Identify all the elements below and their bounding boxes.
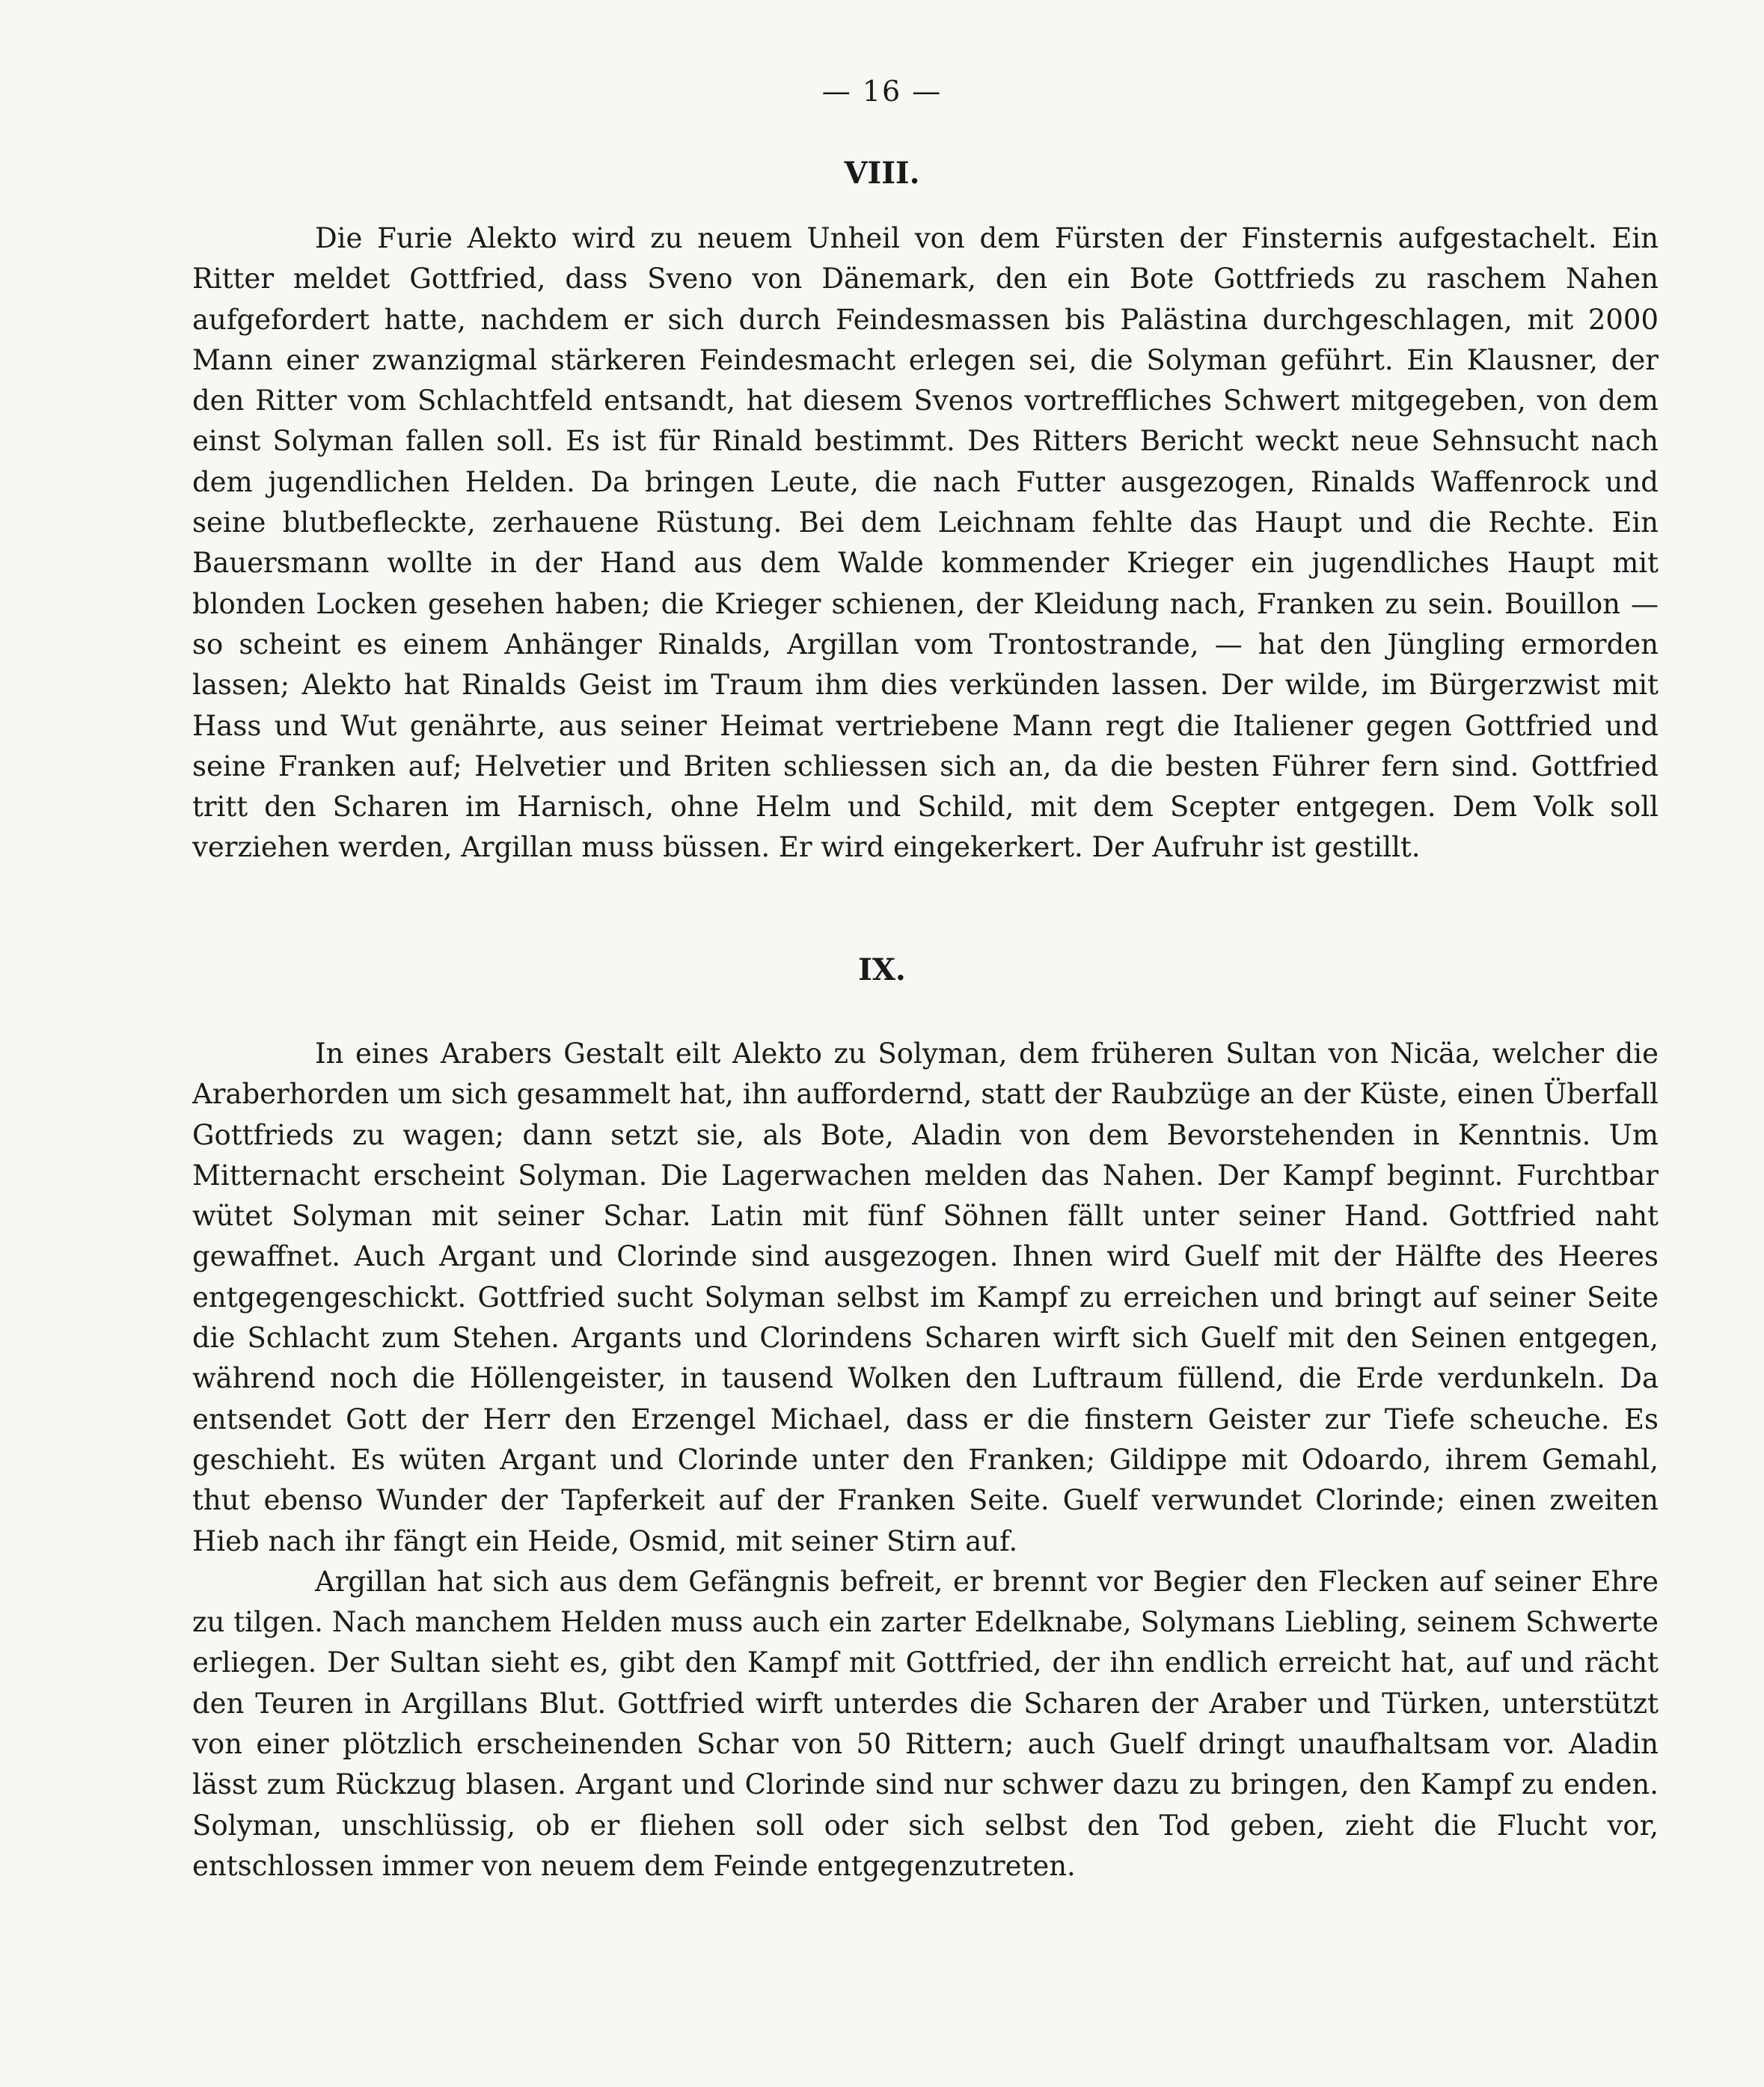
section-body-viii bbox=[192, 218, 1659, 868]
section-heading-ix: IX. bbox=[858, 952, 906, 987]
paragraph: Argillan hat sich aus dem Gefängnis befreit, er brennt vor Begier den Flecken auf seiner Ehre zu tilgen. Nach manchem Helden muss auch ein zarter Edelknabe, Solymans Liebling, seinem Schwerte erliegen. Der Sultan sieht es, gibt den Kampf mit Gottfried, der ihn endlich erreicht hat, auf und rächt den Teuren in Argillans Blut. Gottfried wirft unterdes die Scharen der Araber und Türken, unterstützt von einer plötzlich erscheinenden Schar von 50 Rittern; auch Guelf dringt unaufhaltsam vor. Aladin lässt zum Rückzug blasen. Argant und Clorinde sind nur schwer dazu zu bringen, den Kampf zu enden. Solyman, unschlüssig, ob er fliehen soll oder sich selbst den Tod geben, zieht die Flucht vor, entschlossen immer von neuem dem Feinde entgegenzutreten. bbox=[192, 1565, 1659, 1882]
page-number: — 16 — bbox=[821, 75, 943, 108]
section-body-ix bbox=[192, 1034, 1659, 1887]
paragraph: In eines Arabers Gestalt eilt Alekto zu Solyman, dem früheren Sultan von Nicäa, welcher die Araberhorden um sich gesammelt hat, ihn auffordernd, statt der Raubzüge an der Küste, einen Überfall Gottfrieds zu wagen; dann setzt sie, als Bote, Aladin von dem Bevorstehenden in Kenntnis. Um Mitternacht erscheint Solyman. Die Lagerwachen melden das Nahen. Der Kampf beginnt. Furchtbar wütet Solyman mit seiner Schar. Latin mit fünf Söhnen fällt unter seiner Hand. Gottfried naht gewaffnet. Auch Argant und Clorinde sind ausgezogen. Ihnen wird Guelf mit der Hälfte des Heeres entgegengeschickt. Gottfried sucht Solyman selbst im Kampf zu erreichen und bringt auf seiner Seite die Schlacht zum Stehen. Argants und Clorindens Scharen wirft sich Guelf mit den Seinen entgegen, während noch die Höllengeister, in tausend Wolken den Luftraum füllend, die Erde verdunkeln. Da entsendet Gott der Herr den Erzengel Michael, dass er die finstern Geister zur Tiefe scheuche. Es geschieht. Es wüten Argant und Clorinde unter den Franken; Gildippe mit Odoardo, ihrem Gemahl, thut ebenso Wunder der Tapferkeit auf der Franken Seite. Guelf verwundet Clorinde; einen zweiten Hieb nach ihr fängt ein Heide, Osmid, mit seiner Stirn auf. bbox=[192, 1038, 1659, 1557]
paragraph: Die Furie Alekto wird zu neuem Unheil von dem Fürsten der Finsternis aufgestachelt. Ein Ritter meldet Gottfried, dass Sveno von Dänemark, den ein Bote Gottfrieds zu raschem Nahen aufgefordert hatte, nachdem er sich durch Feindesmassen bis Palästina durchgeschlagen, mit 2000 Mann einer zwanzigmal stärkeren Feindesmacht erlegen sei, die Solyman geführt. Ein Klausner, der den Ritter vom Schlachtfeld entsandt, hat diesem Svenos vortreffliches Schwert mitgegeben, von dem einst Solyman fallen soll. Es ist für Rinald bestimmt. Des Ritters Bericht weckt neue Sehnsucht nach dem jugendlichen Helden. Da bringen Leute, die nach Futter ausgezogen, Rinalds Waffenrock und seine blutbefleckte, zerhauene Rüstung. Bei dem Leichnam fehlte das Haupt und die Rechte. Ein Bauersmann wollte in der Hand aus dem Walde kommender Krieger ein jugendliches Haupt mit blonden Locken gesehen haben; die Krieger schienen, der Kleidung nach, Franken zu sein. Bouillon — so scheint es einem Anhänger Rinalds, Argillan vom Trontostrande, — hat den Jüngling ermorden lassen; Alekto hat Rinalds Geist im Traum ihm dies verkünden lassen. Der wilde, im Bürgerzwist mit Hass und Wut genährte, aus seiner Heimat vertriebene Mann regt die Italiener gegen Gottfried und seine Franken auf; Helvetier und Briten schliessen sich an, da die besten Führer fern sind. Gottfried tritt den Scharen im Harnisch, ohne Helm und Schild, mit dem Scepter entgegen. Dem Volk soll verziehen werden, Argillan muss büssen. Er wird eingekerkert. Der Aufruhr ist gestillt. bbox=[192, 222, 1659, 864]
section-heading-viii: VIII. bbox=[844, 156, 920, 191]
